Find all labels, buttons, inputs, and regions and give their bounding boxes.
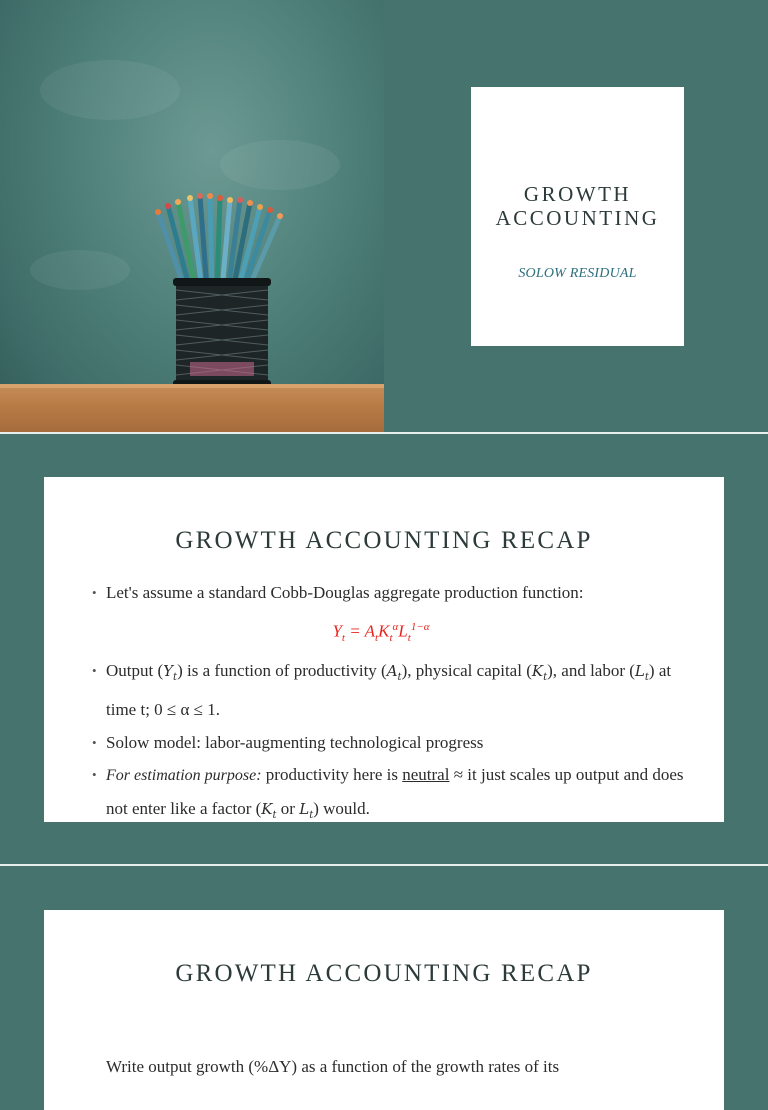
math-symbol: $K_t$ [531, 661, 548, 683]
bullet-text: productivity here is [261, 765, 403, 785]
bullet-text: ), and labor ( [547, 660, 635, 680]
bullet-text: ≈ it just scales up output and does not enter like a factor ( [106, 765, 684, 818]
math-symbol: $A_t$ [386, 661, 402, 683]
emphasis-text: For estimation purpose: [106, 767, 262, 785]
bullet-text: ), physical capital ( [401, 660, 532, 680]
bullet-item [92, 577, 686, 655]
recap-slide-2 [0, 866, 768, 1076]
title-card [471, 87, 684, 346]
bullet-text: or [276, 798, 300, 818]
bullet-icon: • [92, 734, 97, 750]
pencil-cup-illustration [0, 0, 384, 432]
math-symbol: $L_t$ [299, 799, 314, 821]
bullet-item [92, 727, 686, 760]
title-line-2: ACCOUNTING [495, 206, 660, 230]
math-symbol: $K_t$ [261, 799, 277, 821]
recap-card [44, 477, 724, 822]
bullet-icon: • [92, 585, 97, 600]
slide-subtitle: SOLOW RESIDUAL [518, 266, 637, 281]
title-slide [0, 0, 768, 432]
cobb-douglas-formula: $Y_t = A_tK_t^\alpha L_t^{1-\alpha}$ [332, 620, 430, 644]
recap-card-2 [44, 910, 724, 1110]
math-symbol: $L_t$ [634, 661, 649, 683]
underlined-text: neutral [402, 765, 450, 785]
bullet-icon: • [92, 662, 97, 678]
chalkboard-pencils-photo [0, 0, 384, 432]
bullet-text: ) at time t; 0 ≤ α ≤ 1. [106, 660, 672, 720]
slide-title [496, 182, 660, 230]
title-line-1: GROWTH [523, 182, 632, 206]
bullet-text: ) is a function of productivity ( [177, 660, 387, 680]
partial-bullet-text: Write output growth (%ΔY) as a function of the growth rates of its [106, 1057, 560, 1076]
bullet-text: Output ( [106, 660, 164, 680]
bullet-item [92, 655, 686, 727]
recap-title-2: GROWTH ACCOUNTING RECAP [175, 960, 593, 987]
math-symbol: $Y_t$ [163, 661, 178, 683]
bullet-icon: • [92, 767, 97, 783]
recap-slide [0, 434, 768, 864]
bullet-text: ) would. [313, 798, 370, 818]
bullet-text: Let's assume a standard Cobb-Douglas aggregate production function: [106, 583, 584, 602]
recap-bullets [92, 577, 686, 832]
recap-title: GROWTH ACCOUNTING RECAP [175, 527, 593, 554]
bullet-text: Solow model: labor-augmenting technological progress [106, 732, 484, 752]
wooden-table [0, 388, 384, 436]
bullet-item [92, 759, 686, 832]
